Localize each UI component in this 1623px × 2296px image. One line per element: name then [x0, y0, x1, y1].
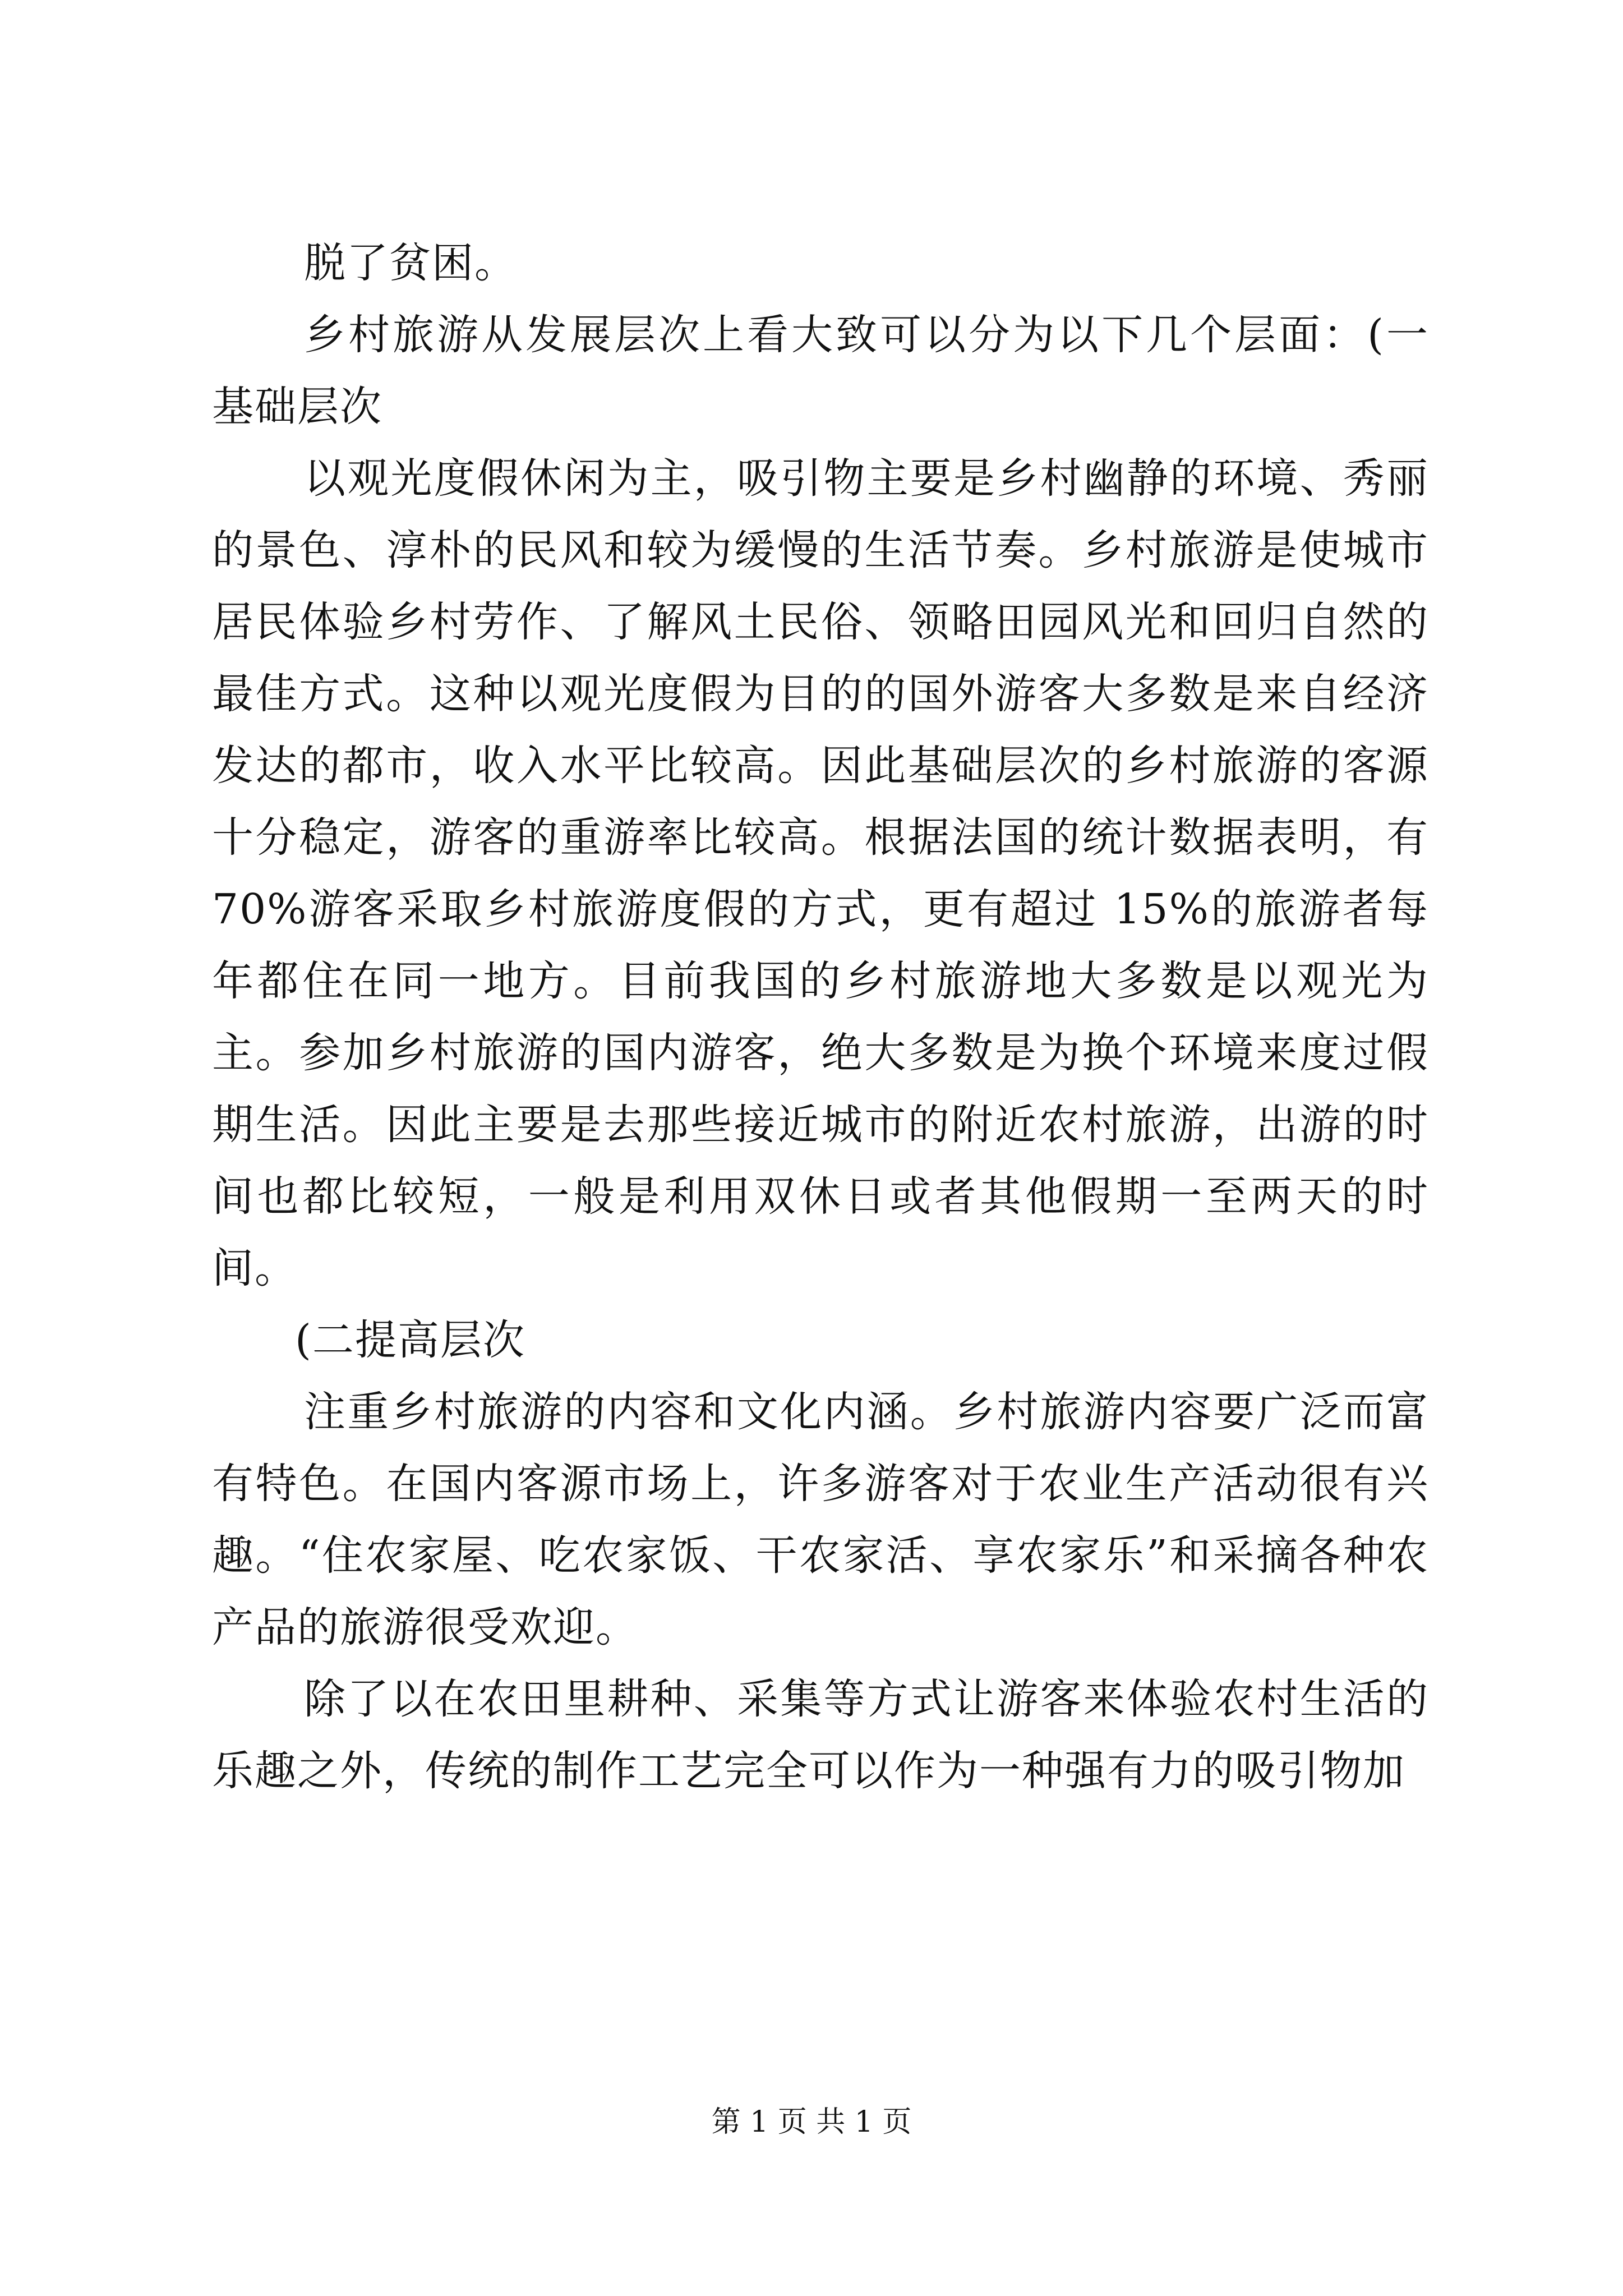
page-footer: 第 1 页 共 1 页 [711, 2105, 912, 2139]
document-body [212, 227, 1429, 1807]
paragraph-2: 乡村旅游从发展层次上看大致可以分为以下几个层面：(一基础层次 [212, 311, 1429, 431]
paragraph-1: 脱了贫困。 [304, 239, 517, 287]
section-heading-2: (二提高层次 [295, 1316, 525, 1364]
paragraph-5: 注重乡村旅游的内容和文化内涵。乡村旅游内容要广泛而富有特色。在国内客源市场上，许多游客对于农业生产活动很有兴趣。“住农家屋、吃农家饭、干农家活、享农家乐”和采摘各种农产品的旅游很受欢迎。 [212, 1388, 1429, 1651]
paragraph-3: 以观光度假休闲为主，吸引物主要是乡村幽静的环境、秀丽的景色、淳朴的民风和较为缓慢的生活节奏。乡村旅游是使城市居民体验乡村劳作、了解风土民俗、领略田园风光和回归自然的最佳方式。这种以观光度假为目的的国外游客大多数是来自经济发达的都市，收入水平比较高。因此基础层次的乡村旅游的客源十分稳定，游客的重游率比较高。根据法国的统计数据表明，有 70%游客采取乡村旅游度假的方式，更有超过 15%的旅游者每年都住在同一地方。目前我国的乡村旅游地大多数是以观光为主。参加乡村旅游的国内游客，绝大多数是为换个环境来度过假期生活。因此主要是去那些接近城市的附近农村旅游，出游的时间也都比较短，一般是利用双休日或者其他假期一至两天的时间。 [212, 454, 1429, 1292]
paragraph-6: 除了以在农田里耕种、采集等方式让游客来体验农村生活的乐趣之外，传统的制作工艺完全可以作为一种强有力的吸引物加 [212, 1675, 1429, 1795]
